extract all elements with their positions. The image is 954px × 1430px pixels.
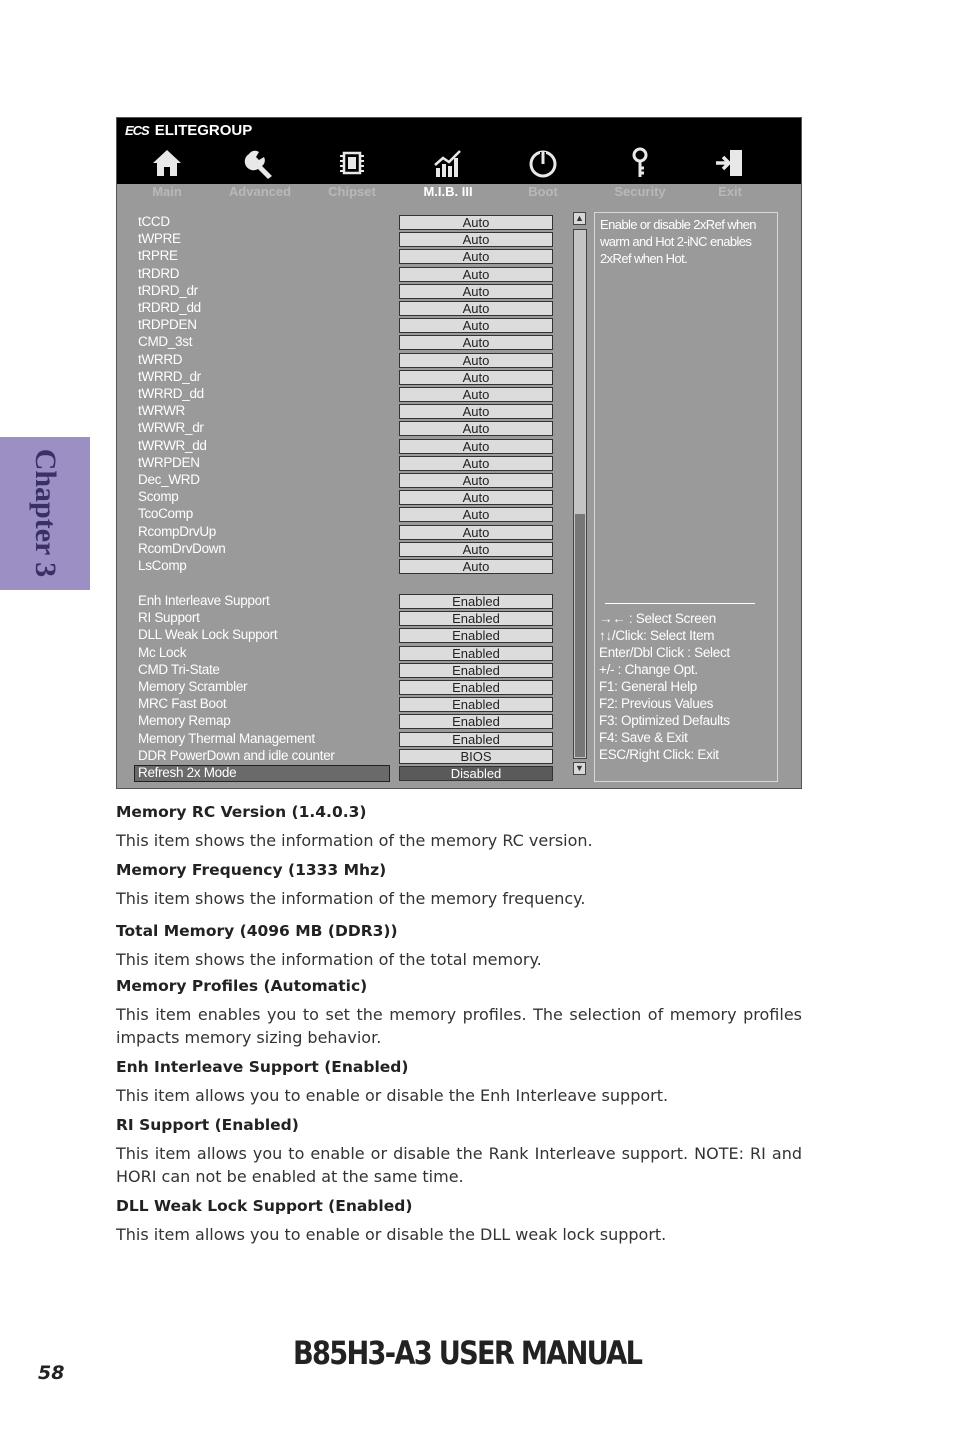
- setting-value[interactable]: Auto: [399, 507, 553, 522]
- setting-value[interactable]: Auto: [399, 404, 553, 419]
- setting-value[interactable]: Auto: [399, 439, 553, 454]
- setting-value[interactable]: Auto: [399, 301, 553, 316]
- section-heading: Memory Profiles (Automatic): [116, 977, 368, 995]
- setting-row[interactable]: [137, 386, 557, 403]
- setting-row[interactable]: [137, 283, 557, 300]
- setting-name: Scomp: [138, 489, 179, 505]
- setting-row[interactable]: [137, 455, 557, 472]
- key-hint: Enter/Dbl Click : Select: [599, 645, 730, 660]
- page-number: 58: [38, 1362, 65, 1384]
- setting-name: tWRWR_dd: [138, 437, 207, 453]
- setting-value[interactable]: Auto: [399, 525, 553, 540]
- setting-name: tWRWR: [138, 403, 185, 419]
- tab-exit[interactable]: Exit: [685, 146, 775, 180]
- setting-value[interactable]: Auto: [399, 370, 553, 385]
- setting-name: CMD Tri-State: [138, 661, 220, 677]
- section-text: This item shows the information of the total memory.: [116, 950, 542, 969]
- setting-value[interactable]: Enabled: [399, 714, 553, 729]
- wrench-icon: [243, 146, 277, 180]
- ecs-logo: ECS: [125, 123, 149, 138]
- section-text: This item shows the information of the memory RC version.: [116, 831, 593, 850]
- setting-row[interactable]: [137, 369, 557, 386]
- tab-security[interactable]: Security: [595, 146, 685, 180]
- setting-row[interactable]: [137, 506, 557, 523]
- setting-value[interactable]: Enabled: [399, 628, 553, 643]
- key-hint: F3: Optimized Defaults: [599, 713, 730, 728]
- setting-name: tRDRD_dd: [138, 300, 201, 315]
- section-heading: DLL Weak Lock Support (Enabled): [116, 1197, 413, 1215]
- tab-boot[interactable]: Boot: [498, 146, 588, 180]
- setting-row[interactable]: [137, 610, 557, 627]
- setting-row[interactable]: [137, 696, 557, 713]
- key-hint: ESC/Right Click: Exit: [599, 747, 719, 762]
- chip-icon: [335, 146, 369, 180]
- setting-value[interactable]: Auto: [399, 318, 553, 333]
- setting-row[interactable]: [137, 593, 557, 610]
- setting-name: RcompDrvUp: [138, 523, 217, 539]
- setting-value[interactable]: Auto: [399, 232, 553, 247]
- setting-row[interactable]: [137, 403, 557, 420]
- setting-value[interactable]: Auto: [399, 473, 553, 488]
- section-text: This item allows you to enable or disable the Enh Interleave support.: [116, 1086, 669, 1105]
- setting-row[interactable]: [137, 524, 557, 541]
- setting-name: tWRRD: [138, 351, 183, 367]
- setting-row[interactable]: [137, 489, 557, 506]
- section-heading: Enh Interleave Support (Enabled): [116, 1058, 409, 1076]
- setting-value[interactable]: Enabled: [399, 732, 553, 747]
- tab-advanced[interactable]: Advanced: [215, 146, 305, 180]
- tab-chipset[interactable]: Chipset: [307, 146, 397, 180]
- setting-row[interactable]: [137, 214, 557, 231]
- setting-row[interactable]: [137, 541, 557, 558]
- key-hint: →← : Select Screen: [599, 611, 716, 626]
- setting-row[interactable]: [137, 765, 557, 782]
- key-legend: [599, 610, 777, 763]
- brand-name: ELITEGROUP: [154, 122, 253, 139]
- scroll-track[interactable]: [573, 229, 587, 759]
- bios-screenshot: [116, 117, 802, 789]
- scroll-thumb[interactable]: [575, 514, 585, 757]
- brand: [125, 122, 252, 139]
- setting-name: RcomDrvDown: [138, 540, 226, 556]
- setting-value[interactable]: Auto: [399, 559, 553, 574]
- setting-name: CMD_3st: [138, 334, 193, 350]
- setting-row[interactable]: [137, 558, 557, 575]
- setting-name: LsComp: [138, 558, 187, 573]
- setting-value[interactable]: Disabled: [399, 766, 553, 781]
- setting-row[interactable]: [137, 645, 557, 662]
- setting-name: Memory Scrambler: [138, 679, 248, 694]
- section-text: This item allows you to enable or disable the DLL weak lock support.: [116, 1225, 667, 1244]
- setting-value[interactable]: Auto: [399, 335, 553, 350]
- setting-name: tCCD: [138, 214, 170, 229]
- setting-name: tRDPDEN: [138, 317, 197, 333]
- setting-row[interactable]: [137, 679, 557, 696]
- home-icon: [150, 146, 184, 180]
- setting-value[interactable]: Auto: [399, 249, 553, 264]
- setting-row[interactable]: [137, 352, 557, 369]
- setting-row[interactable]: [137, 248, 557, 265]
- key-hint: F4: Save & Exit: [599, 730, 688, 745]
- setting-name: tWRRD_dr: [138, 368, 201, 384]
- tab-main[interactable]: Main: [122, 146, 212, 180]
- chapter-tab: [0, 437, 90, 590]
- setting-value[interactable]: Auto: [399, 456, 553, 471]
- section-heading: Memory Frequency (1333 Mhz): [116, 861, 387, 879]
- setting-value[interactable]: Auto: [399, 542, 553, 557]
- setting-name: tWPRE: [138, 231, 181, 247]
- setting-row[interactable]: [137, 438, 557, 455]
- setting-name: tWRWR_dr: [138, 420, 204, 436]
- setting-name: Enh Interleave Support: [138, 593, 270, 608]
- setting-row[interactable]: [137, 231, 557, 248]
- setting-row[interactable]: [137, 334, 557, 351]
- setting-value[interactable]: Enabled: [399, 611, 553, 626]
- setting-row[interactable]: [137, 627, 557, 644]
- setting-value[interactable]: Auto: [399, 284, 553, 299]
- bios-tabs: [117, 146, 801, 202]
- setting-name: tRDRD_dr: [138, 282, 198, 298]
- setting-value[interactable]: Auto: [399, 267, 553, 282]
- key-icon: [623, 146, 657, 180]
- help-divider: [605, 603, 755, 604]
- setting-value[interactable]: Enabled: [399, 697, 553, 712]
- setting-row[interactable]: [137, 748, 557, 765]
- setting-row[interactable]: [137, 266, 557, 283]
- setting-name: Memory Thermal Management: [138, 730, 315, 746]
- section-heading: RI Support (Enabled): [116, 1116, 299, 1134]
- setting-row[interactable]: [137, 731, 557, 748]
- chapter-label: Chapter 3: [29, 448, 62, 578]
- setting-value[interactable]: Auto: [399, 421, 553, 436]
- chart-icon: [431, 146, 465, 180]
- setting-row[interactable]: [137, 317, 557, 334]
- setting-value[interactable]: Auto: [399, 387, 553, 402]
- section-heading: Total Memory (4096 MB (DDR3)): [116, 922, 398, 940]
- tab-mib[interactable]: M.I.B. III: [403, 146, 493, 180]
- exit-icon: [713, 146, 747, 180]
- setting-value[interactable]: Enabled: [399, 663, 553, 678]
- setting-name: DDR PowerDown and idle counter: [138, 747, 335, 763]
- section-heading: Memory RC Version (1.4.0.3): [116, 803, 367, 821]
- power-icon: [526, 146, 560, 180]
- setting-name: Dec_WRD: [138, 472, 200, 487]
- setting-row[interactable]: [137, 472, 557, 489]
- manual-title: B85H3-A3 USER MANUAL: [293, 1334, 642, 1372]
- setting-value[interactable]: Enabled: [399, 646, 553, 661]
- setting-name: DLL Weak Lock Support: [138, 627, 278, 643]
- scroll-up-icon[interactable]: ▲: [573, 212, 586, 225]
- setting-name: tWRRD_dd: [138, 386, 204, 401]
- section-text: This item enables you to set the memory profiles. The selection of memory profiles impacts memory sizing behavior.: [116, 1005, 802, 1047]
- key-hint: F1: General Help: [599, 679, 697, 694]
- setting-value[interactable]: BIOS: [399, 749, 553, 764]
- setting-value[interactable]: Auto: [399, 353, 553, 368]
- setting-name: Refresh 2x Mode: [138, 765, 237, 780]
- key-hint: +/- : Change Opt.: [599, 662, 698, 677]
- setting-name: tRDRD: [138, 265, 180, 281]
- setting-value[interactable]: Enabled: [399, 594, 553, 609]
- scrollbar[interactable]: [573, 212, 589, 777]
- setting-value[interactable]: Auto: [399, 490, 553, 505]
- setting-row[interactable]: [137, 420, 557, 437]
- help-panel: [594, 212, 778, 782]
- setting-name: TcoComp: [138, 506, 193, 522]
- setting-name: Mc Lock: [138, 644, 187, 660]
- setting-value[interactable]: Enabled: [399, 680, 553, 695]
- setting-name: MRC Fast Boot: [138, 696, 227, 712]
- setting-name: Memory Remap: [138, 713, 231, 729]
- setting-row[interactable]: [137, 713, 557, 730]
- setting-name: tRPRE: [138, 248, 178, 264]
- help-description: Enable or disable 2xRef when warm and Hot 2-iNC enables 2xRef when Hot.: [600, 217, 756, 266]
- section-text: This item allows you to enable or disable the Rank Interleave support. NOTE: RI and HORI can not be enabled at the same time.: [116, 1144, 802, 1186]
- setting-name: RI Support: [138, 610, 200, 626]
- setting-name: tWRPDEN: [138, 454, 200, 470]
- key-hint: F2: Previous Values: [599, 696, 714, 711]
- setting-row[interactable]: [137, 662, 557, 679]
- setting-row[interactable]: [137, 300, 557, 317]
- setting-value[interactable]: Auto: [399, 215, 553, 230]
- scroll-down-icon[interactable]: ▼: [573, 762, 586, 775]
- key-hint: ↑↓/Click: Select Item: [599, 628, 715, 643]
- section-text: This item shows the information of the memory frequency.: [116, 889, 586, 908]
